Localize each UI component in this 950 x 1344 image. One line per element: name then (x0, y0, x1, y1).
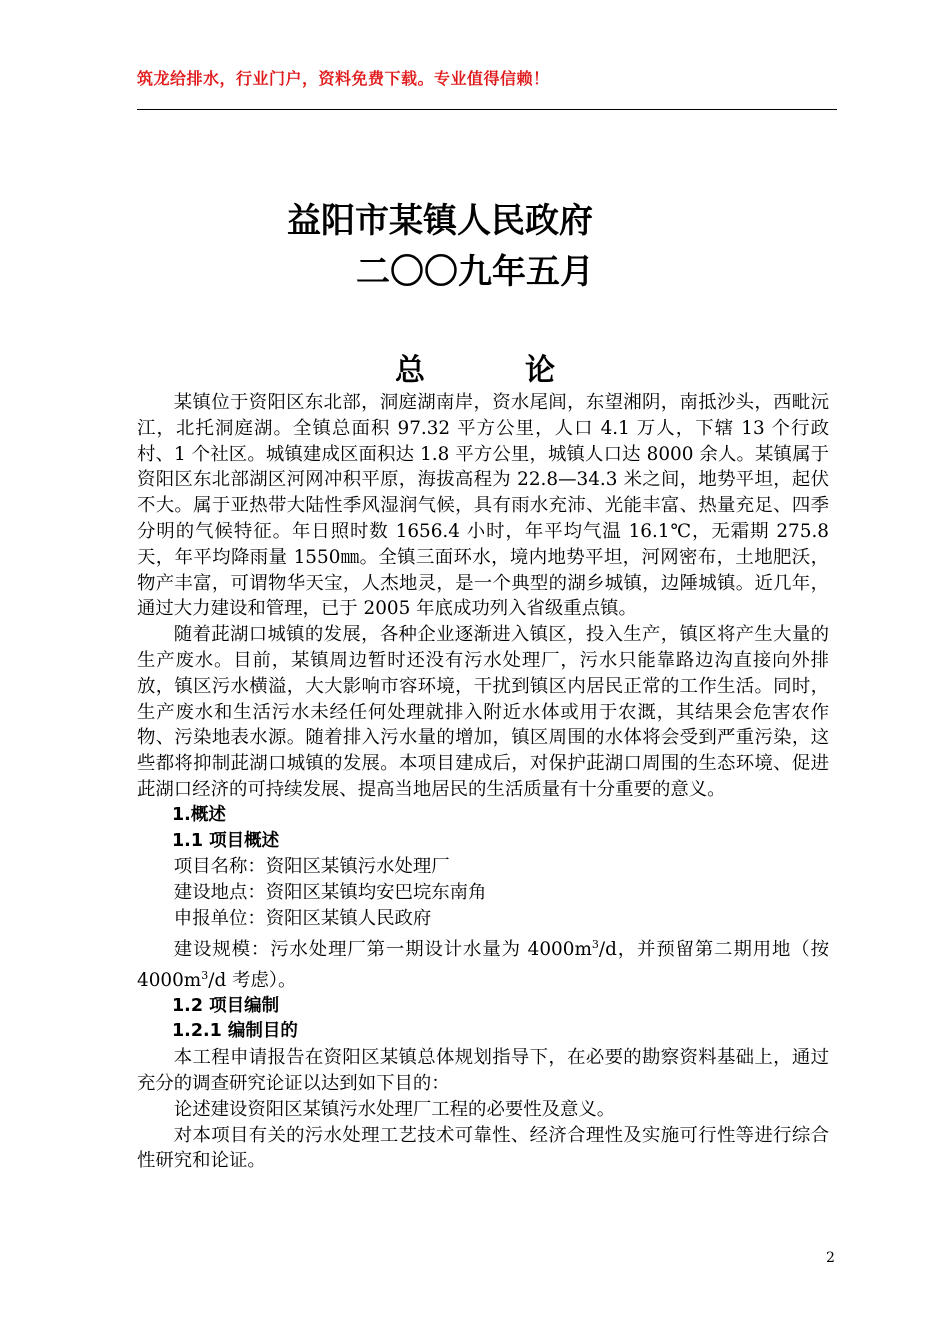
field-scale (137, 932, 829, 994)
document-body (137, 390, 829, 1174)
paragraph-purpose-item-2: 对本项目有关的污水处理工艺技术可靠性、经济合理性及实施可行性等进行综合性研究和论证。 (137, 1124, 829, 1172)
paragraph-purpose: 本工程申请报告在资阳区某镇总体规划指导下，在必要的勘察资料基础上，通过充分的调查研究论证以达到如下目的： (137, 1047, 829, 1094)
scale-text-c: /d 考虑）。 (208, 969, 297, 991)
section-heading-char-1: 总 (395, 353, 425, 388)
field-applicant: 申报单位：资阳区某镇人民政府 (173, 907, 432, 929)
heading-1: 1.概述 (172, 804, 226, 825)
scale-superscript-1: 3 (591, 937, 599, 951)
header-banner: 筑龙给排水，行业门户，资料免费下载。专业值得信赖！ (137, 69, 550, 88)
header-rule (137, 109, 837, 110)
field-location: 建设地点：资阳区某镇均安巴垸东南角 (173, 882, 487, 904)
heading-1-2: 1.2 项目编制 (172, 995, 280, 1016)
scale-text-a: 建设规模：污水处理厂第一期设计水量为 4000m (173, 938, 592, 960)
heading-1-1: 1.1 项目概述 (172, 830, 280, 851)
section-heading (0, 345, 950, 389)
cover-title-date: 二〇〇九年五月 (356, 252, 594, 292)
page-number: 2 (826, 1250, 835, 1266)
scale-text-b: /d，并预留第二期用地（按 4000m (137, 938, 829, 991)
section-heading-char-2: 论 (525, 353, 555, 388)
heading-1-2-1: 1.2.1 编制目的 (172, 1021, 298, 1042)
field-project-name: 项目名称：资阳区某镇污水处理厂 (173, 856, 450, 878)
scale-superscript-2: 3 (201, 968, 209, 982)
paragraph-background: 随着茈湖口城镇的发展，各种企业逐渐进入镇区，投入生产，镇区将产生大量的生产废水。目前，某镇周边暂时还没有污水处理厂，污水只能靠路边沟直接向外排放，镇区污水横溢，大大影响市容环境，干扰到镇区内居民正常的工作生活。同时，生产废水和生活污水未经任何处理就排入附近水体或用于农溉，其结果会危害农作物、污染地表水源。随着排入污水量的增加，镇区周围的水体将会受到严重污染，这些都将抑制茈湖口城镇的发展。本项目建成后，对保护茈湖口周围的生态环境、促进茈湖口经济的可持续发展、提高当地居民的生活质量有十分重要的意义。 (137, 624, 829, 800)
cover-title-organization: 益阳市某镇人民政府 (287, 201, 593, 241)
paragraph-overview-town: 某镇位于资阳区东北部，洞庭湖南岸，资水尾闾，东望湘阴，南抵沙头，西毗沅江，北托洞庭湖。全镇总面积 97.32 平方公里，人口 4.1 万人，下辖 13 个行政村、1 个社区。城镇建成区面积达 1.8 平方公里，城镇人口达 8000 余人。某镇属于资阳区东北部湖区河网冲积平原，海拔高程为 22.8—34.3 米之间，地势平坦，起伏不大。属于亚热带大陆性季风湿润气候，具有雨水充沛、光能丰富、热量充足、四季分明的气候特征。年日照时数 1656.4 小时，年平均气温 16.1℃，无霜期 275.8 天，年平均降雨量 1550㎜。全镇三面环水，境内地势平坦，河网密布，土地肥沃，物产丰富，可谓物华天宝，人杰地灵，是一个典型的湖乡城镇，边陲城镇。近几年，通过大力建设和管理，已于 2005 年底成功列入省级重点镇。 (137, 392, 829, 620)
paragraph-purpose-item-1: 论述建设资阳区某镇污水处理厂工程的必要性及意义。 (173, 1098, 616, 1120)
